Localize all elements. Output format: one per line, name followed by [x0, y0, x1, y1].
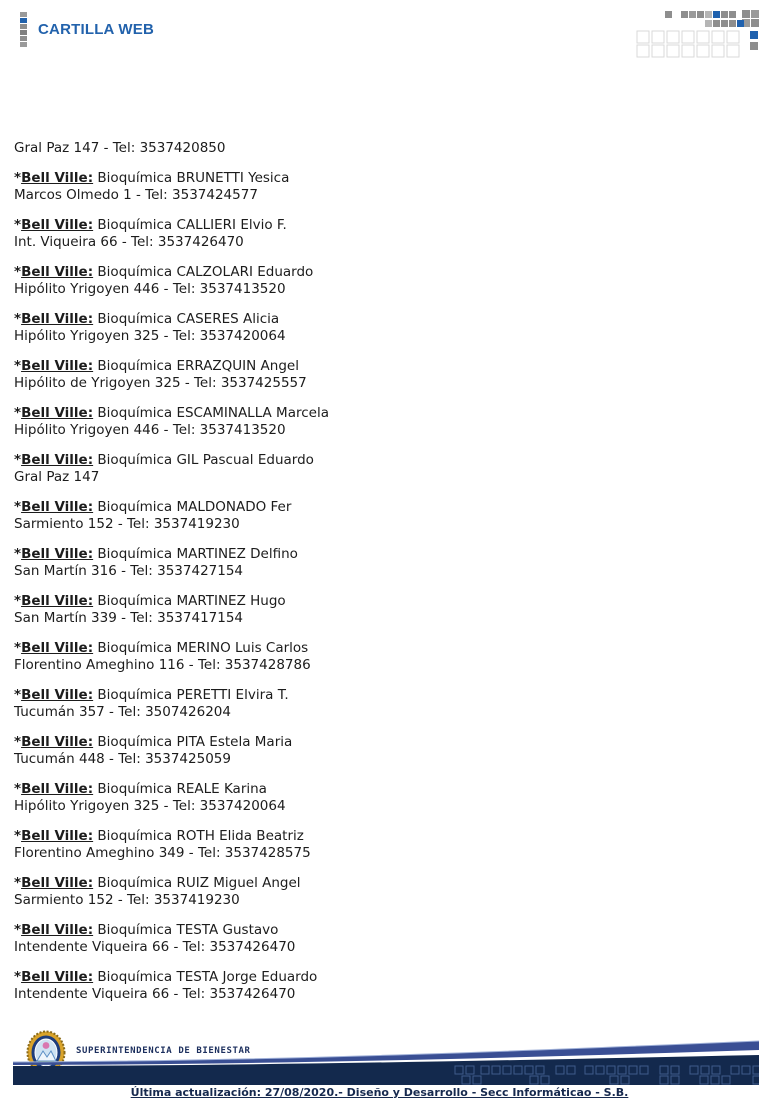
entry-asterisk: *: [14, 734, 22, 750]
entry-asterisk: *: [14, 217, 22, 233]
directory-entry: [14, 405, 574, 439]
entry-asterisk: *: [14, 170, 22, 186]
entry-asterisk: *: [14, 452, 22, 468]
entry-address: Tucumán 448 - Tel: 3537425059: [14, 751, 231, 767]
entry-asterisk: *: [14, 828, 22, 844]
directory-entry: [14, 734, 574, 768]
entry-name: Bioquímica CALLIERI Elvio F.: [93, 217, 287, 233]
entry-asterisk: *: [14, 640, 22, 656]
last-update-text: Última actualización: 27/08/2020.- Diseño y Desarrollo - Secc Informáticao - S.B.: [130, 1086, 629, 1099]
entry-city-label: Bell Ville:: [21, 546, 94, 562]
logo-square: [20, 24, 27, 29]
cartilla-logo-icon: [20, 12, 27, 47]
entry-city-label: Bell Ville:: [21, 264, 94, 280]
entry-city-label: Bell Ville:: [21, 170, 94, 186]
entry-address: Tucumán 357 - Tel: 3507426204: [14, 704, 231, 720]
entry-asterisk: *: [14, 969, 22, 985]
logo-square: [20, 42, 27, 47]
directory-entry: [14, 170, 574, 204]
entry-city-label: Bell Ville:: [21, 875, 94, 891]
entry-address: San Martín 316 - Tel: 3537427154: [14, 563, 244, 579]
entry-city-label: Bell Ville:: [21, 452, 94, 468]
entry-name: Bioquímica PERETTI Elvira T.: [93, 687, 289, 703]
entry-city-label: Bell Ville:: [21, 828, 94, 844]
entry-city-label: Bell Ville:: [21, 593, 94, 609]
entry-name: Bioquímica CALZOLARI Eduardo: [93, 264, 314, 280]
entry-name: Bioquímica PITA Estela Maria: [93, 734, 293, 750]
entry-name: Bioquímica ERRAZQUIN Angel: [93, 358, 299, 374]
directory-list: [14, 140, 574, 1016]
directory-entry: [14, 781, 574, 815]
directory-entry: [14, 358, 574, 392]
entry-address: Hipólito de Yrigoyen 325 - Tel: 3537425557: [14, 375, 307, 391]
entry-city-label: Bell Ville:: [21, 405, 94, 421]
directory-entry: [14, 311, 574, 345]
entry-asterisk: *: [14, 922, 22, 938]
entry-address: Gral Paz 147: [14, 469, 100, 485]
entry-address: Gral Paz 147 - Tel: 3537420850: [14, 140, 226, 156]
directory-entry: [14, 264, 574, 298]
entry-asterisk: *: [14, 405, 22, 421]
entry-address: Hipólito Yrigoyen 325 - Tel: 3537420064: [14, 798, 286, 814]
entry-name: Bioquímica ESCAMINALLA Marcela: [93, 405, 329, 421]
directory-entry: [14, 922, 574, 956]
entry-name: Bioquímica TESTA Gustavo: [93, 922, 279, 938]
directory-entry: [14, 217, 574, 251]
entry-name: Bioquímica GIL Pascual Eduardo: [93, 452, 314, 468]
entry-name: Bioquímica ROTH Elida Beatriz: [93, 828, 304, 844]
entry-address: Sarmiento 152 - Tel: 3537419230: [14, 892, 240, 908]
entry-address: San Martín 339 - Tel: 3537417154: [14, 610, 244, 626]
directory-entry: [14, 969, 574, 1003]
entry-name: Bioquímica TESTA Jorge Eduardo: [93, 969, 318, 985]
entry-address: Sarmiento 152 - Tel: 3537419230: [14, 516, 240, 532]
entry-city-label: Bell Ville:: [21, 358, 94, 374]
directory-entry: [14, 828, 574, 862]
directory-entry: [14, 875, 574, 909]
entry-city-label: Bell Ville:: [21, 640, 94, 656]
entry-asterisk: *: [14, 546, 22, 562]
entry-name: Bioquímica REALE Karina: [93, 781, 267, 797]
directory-entry: [14, 140, 574, 157]
entry-address: Intendente Viqueira 66 - Tel: 3537426470: [14, 986, 296, 1002]
entry-name: Bioquímica CASERES Alicia: [93, 311, 280, 327]
entry-city-label: Bell Ville:: [21, 499, 94, 515]
directory-entry: [14, 452, 574, 486]
logo-square-blue: [20, 18, 27, 23]
header-mosaic-decoration: [629, 5, 759, 59]
entry-asterisk: *: [14, 311, 22, 327]
entry-address: Hipólito Yrigoyen 446 - Tel: 3537413520: [14, 281, 286, 297]
entry-address: Hipólito Yrigoyen 325 - Tel: 3537420064: [14, 328, 286, 344]
entry-asterisk: *: [14, 593, 22, 609]
entry-address: Florentino Ameghino 116 - Tel: 3537428786: [14, 657, 311, 673]
page-header: [0, 0, 759, 60]
entry-name: Bioquímica MARTINEZ Hugo: [93, 593, 286, 609]
entry-name: Bioquímica RUIZ Miguel Angel: [93, 875, 301, 891]
directory-entry: [14, 593, 574, 627]
entry-city-label: Bell Ville:: [21, 922, 94, 938]
logo-square: [20, 12, 27, 17]
entry-city-label: Bell Ville:: [21, 687, 94, 703]
entry-city-label: Bell Ville:: [21, 311, 94, 327]
entry-asterisk: *: [14, 687, 22, 703]
entry-asterisk: *: [14, 499, 22, 515]
entry-address: Hipólito Yrigoyen 446 - Tel: 3537413520: [14, 422, 286, 438]
entry-city-label: Bell Ville:: [21, 734, 94, 750]
entry-address: Intendente Viqueira 66 - Tel: 3537426470: [14, 939, 296, 955]
directory-entry: [14, 499, 574, 533]
entry-asterisk: *: [14, 264, 22, 280]
directory-entry: [14, 687, 574, 721]
entry-name: Bioquímica MALDONADO Fer: [93, 499, 292, 515]
entry-address: Florentino Ameghino 349 - Tel: 3537428575: [14, 845, 311, 861]
entry-city-label: Bell Ville:: [21, 969, 94, 985]
logo-square: [20, 30, 27, 35]
organization-name: SUPERINTENDENCIA DE BIENESTAR: [76, 1046, 251, 1056]
logo-square: [20, 36, 27, 41]
entry-city-label: Bell Ville:: [21, 781, 94, 797]
entry-name: Bioquímica BRUNETTI Yesica: [93, 170, 290, 186]
entry-city-label: Bell Ville:: [21, 217, 94, 233]
entry-asterisk: *: [14, 781, 22, 797]
entry-name: Bioquímica MARTINEZ Delfino: [93, 546, 298, 562]
directory-entry: [14, 640, 574, 674]
entry-address: Marcos Olmedo 1 - Tel: 3537424577: [14, 187, 258, 203]
entry-name: Bioquímica MERINO Luis Carlos: [93, 640, 309, 656]
entry-address: Int. Viqueira 66 - Tel: 3537426470: [14, 234, 244, 250]
entry-asterisk: *: [14, 358, 22, 374]
entry-asterisk: *: [14, 875, 22, 891]
directory-entry: [14, 546, 574, 580]
page-title: CARTILLA WEB: [38, 21, 154, 38]
footer-wave-decoration: [0, 1040, 759, 1086]
